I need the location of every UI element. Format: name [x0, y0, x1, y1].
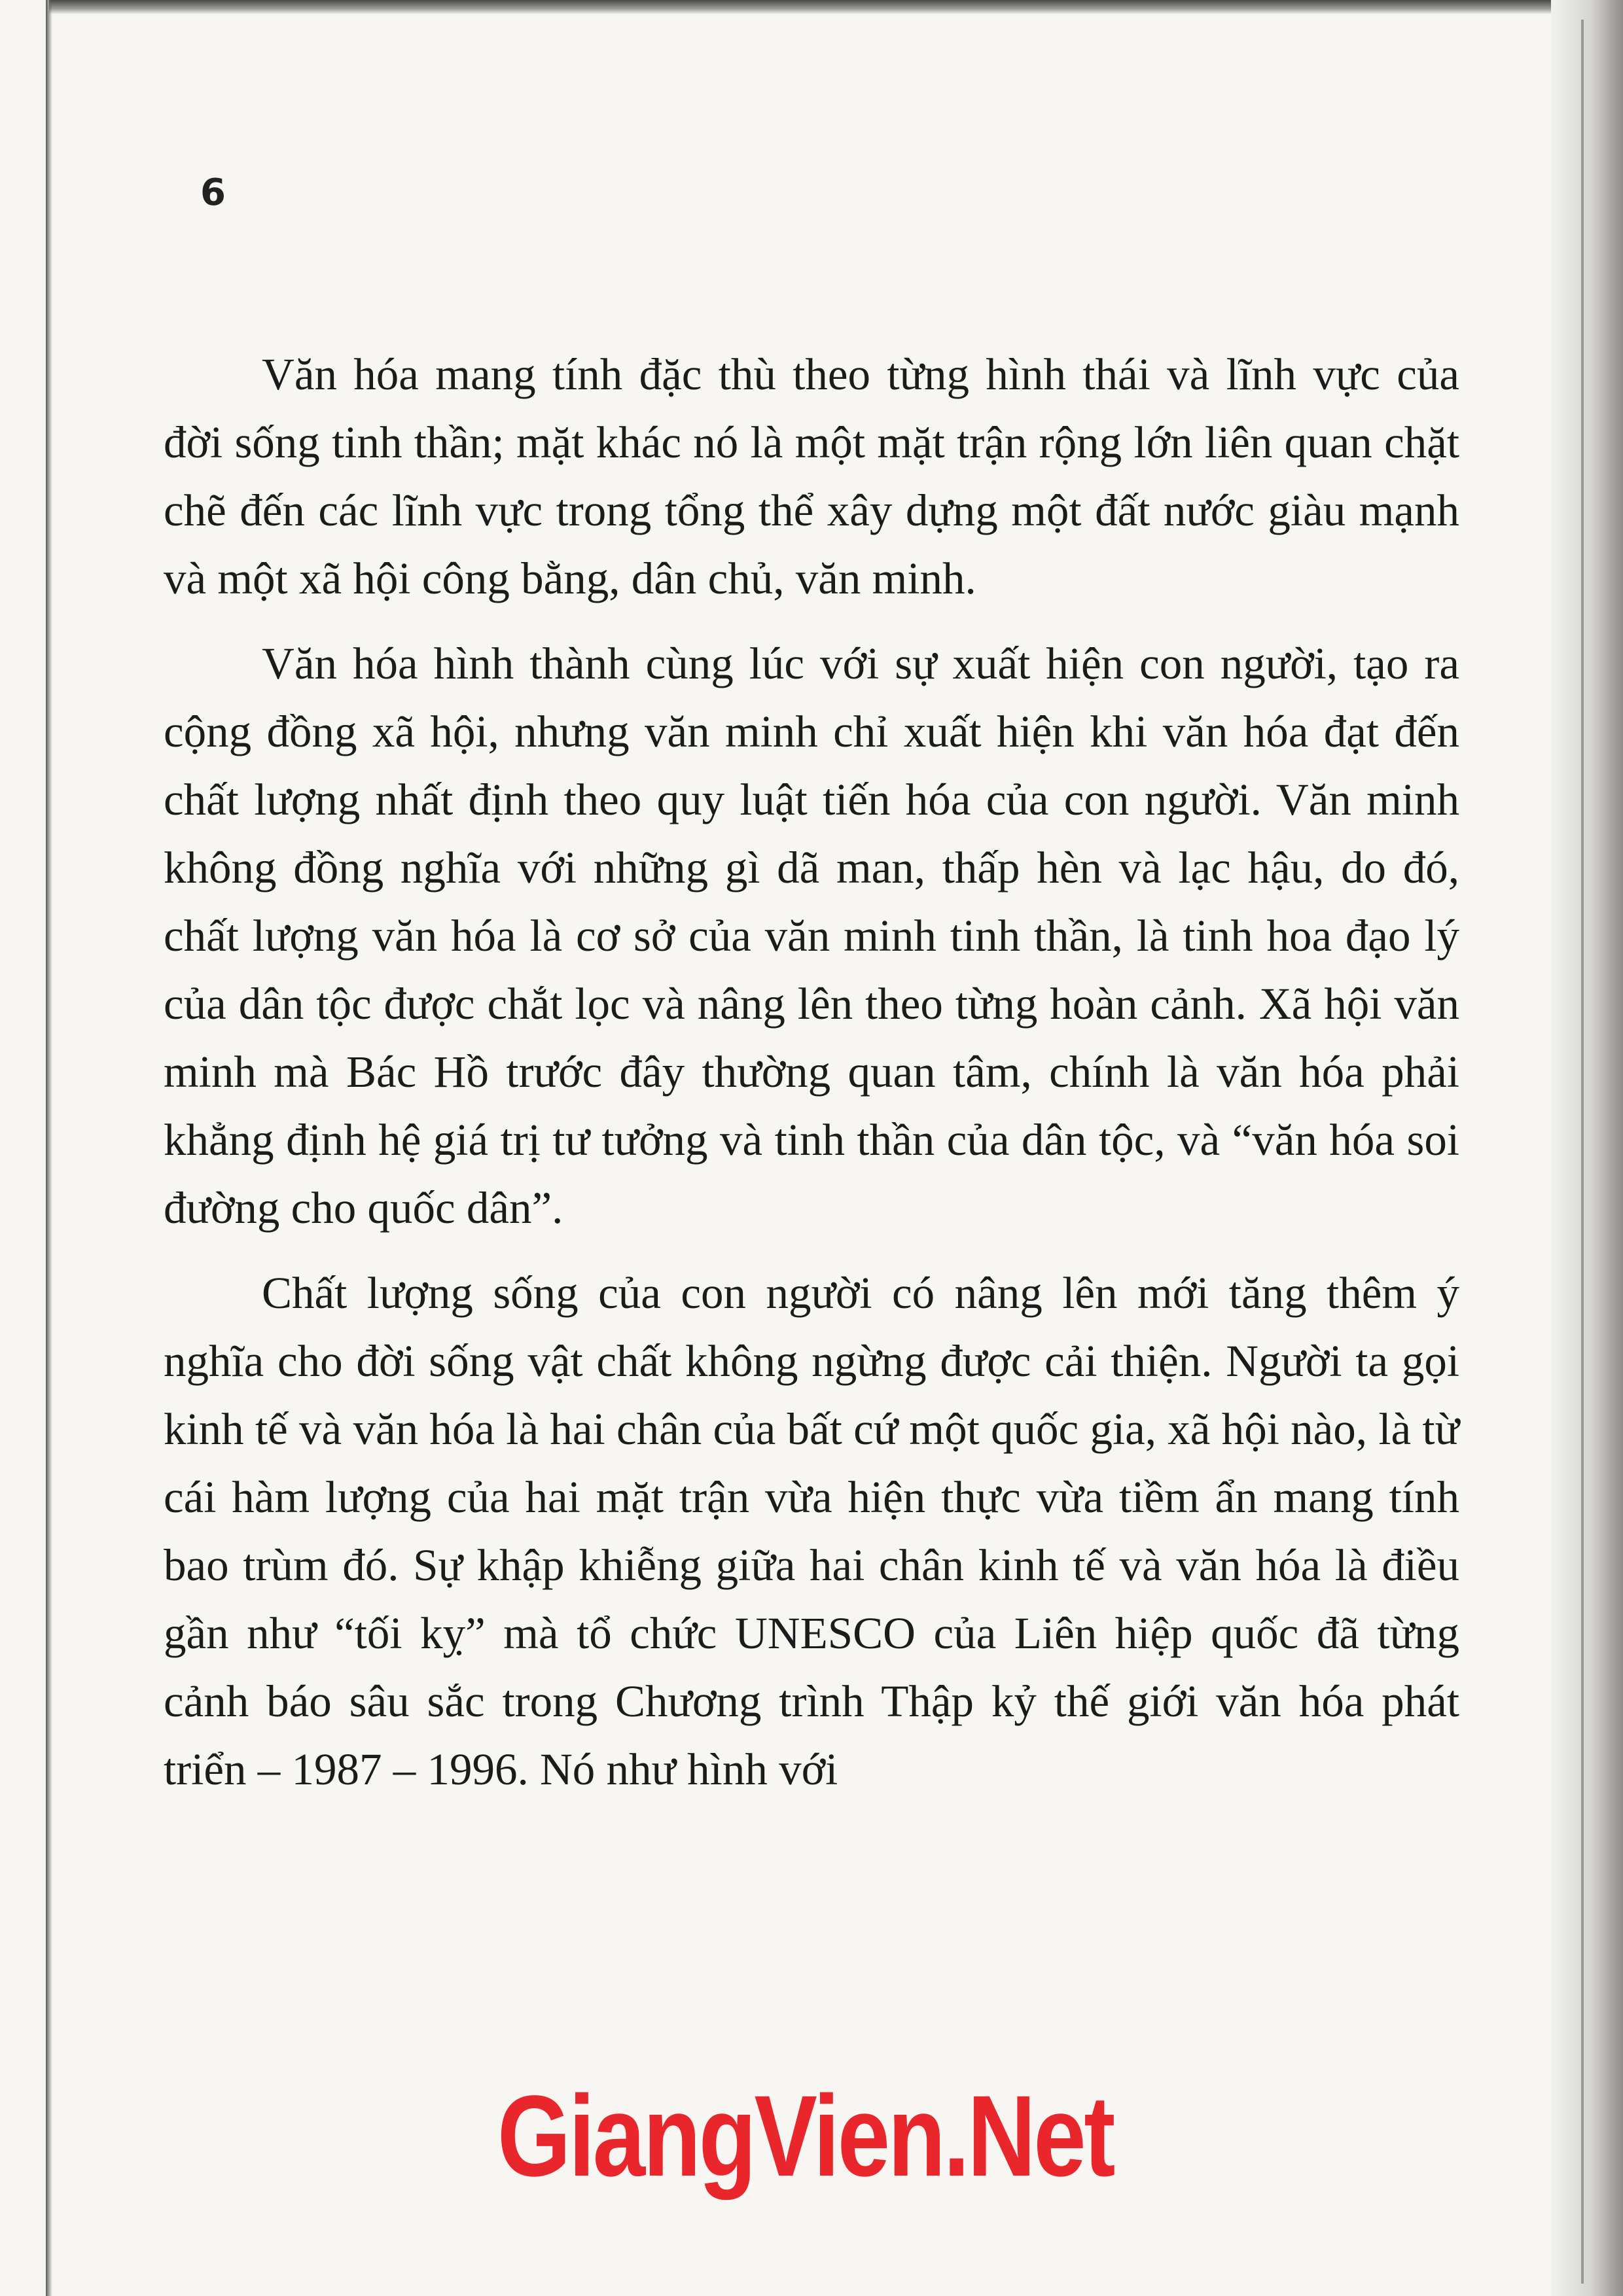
watermark-logo: GiangVien.Net	[497, 2072, 1114, 2200]
body-text	[164, 340, 1459, 1820]
paragraph-3: Chất lượng sống của con người có nâng lên mới tăng thêm ý nghĩa cho đời sống vật chất không ngừng được cải thiện. Người ta gọi kinh tế và văn hóa là hai chân của bất cứ một quốc gia, xã hội nào, là từ cái hàm lượng của hai mặt trận vừa hiện thực vừa tiềm ẩn mang tính bao trùm đó. Sự khập khiễng giữa hai chân kinh tế và văn hóa là điều gần như “tối kỵ” mà tổ chức UNESCO của Liên hiệp quốc đã từng cảnh báo sâu sắc trong Chương trình Thập kỷ thế giới văn hóa phát triển – 1987 – 1996. Nó như hình với	[164, 1268, 1459, 1794]
page-binding-line	[1581, 20, 1584, 2284]
page-right-edge-shadow	[1551, 0, 1623, 2296]
page-top-edge-shadow	[49, 0, 1567, 14]
paragraph-2: Văn hóa hình thành cùng lúc với sự xuất hiện con người, tạo ra cộng đồng xã hội, nhưng văn minh chỉ xuất hiện khi văn hóa đạt đến chất lượng nhất định theo quy luật tiến hóa của con người. Văn minh không đồng nghĩa với những gì dã man, thấp hèn và lạc hậu, do đó, chất lượng văn hóa là cơ sở của văn minh tinh thần, là tinh hoa đạo lý của dân tộc được chắt lọc và nâng lên theo từng hoàn cảnh. Xã hội văn minh mà Bác Hồ trước đây thường quan tâm, chính là văn hóa phải khẳng định hệ giá trị tư tưởng và tinh thần của dân tộc, và “văn hóa soi đường cho quốc dân”.	[164, 639, 1459, 1233]
page-left-edge-shadow	[46, 0, 52, 2296]
page-number: 6	[200, 171, 226, 214]
paragraph-1: Văn hóa mang tính đặc thù theo từng hình thái và lĩnh vực của đời sống tinh thần; mặt khác nó là một mặt trận rộng lớn liên quan chặt chẽ đến các lĩnh vực trong tổng thể xây dựng một đất nước giàu mạnh và một xã hội công bằng, dân chủ, văn minh.	[164, 349, 1459, 603]
